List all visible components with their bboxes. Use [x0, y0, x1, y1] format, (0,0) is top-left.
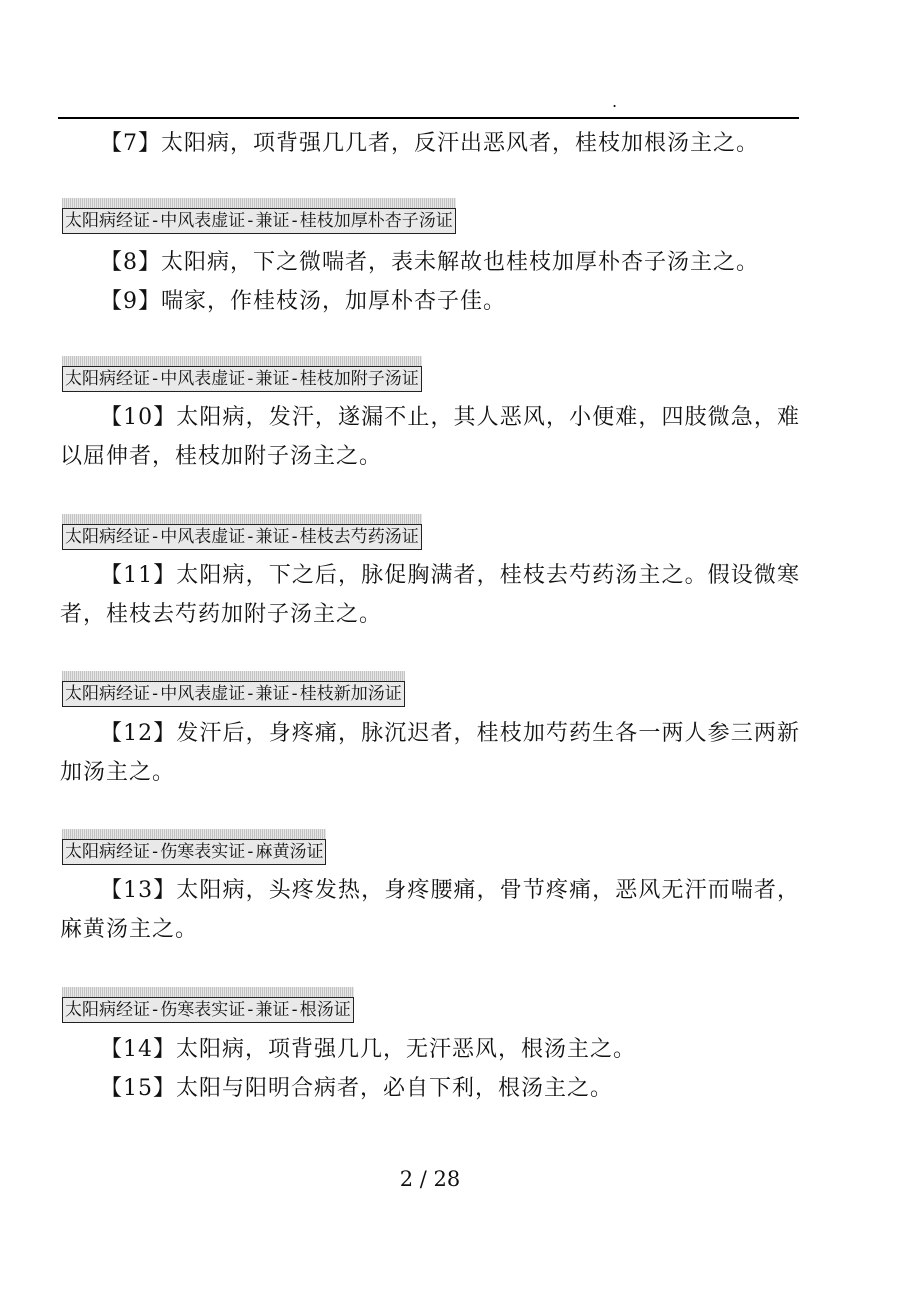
section-heading-guizhi-houpu-xingzi [62, 198, 456, 234]
clause-12: 【12】发汗后，身疼痛，脉沉迟者，桂枝加芍药生各一两人参三两新加汤主之。 [60, 721, 800, 785]
section-heading-label: 太阳病经证-中风表虚证-兼证-桂枝加厚朴杏子汤证 [62, 208, 456, 234]
section-heading-label: 太阳病经证-中风表虚证-兼证-桂枝去芍药汤证 [62, 524, 422, 550]
section-heading-mahuang [62, 829, 326, 865]
heading-shade-band [62, 356, 422, 366]
clause-14: 【14】太阳病，项背强几几，无汗恶风，根汤主之。 [100, 1037, 636, 1062]
header-rule [58, 117, 799, 119]
page-number: 2 / 28 [399, 1167, 461, 1191]
section-heading-guizhi-xinjia [62, 671, 405, 707]
clause-10: 【10】太阳病，发汗，遂漏不止，其人恶风，小便难，四肢微急，难以屈伸者，桂枝加附子汤主之。 [60, 405, 800, 469]
section-heading-label: 太阳病经证-伤寒表实证-兼证-根汤证 [62, 997, 354, 1023]
heading-shade-band [62, 829, 326, 839]
heading-shade-band [62, 514, 422, 524]
section-heading-label: 太阳病经证-中风表虚证-兼证-桂枝加附子汤证 [62, 366, 422, 392]
clause-7: 【7】太阳病，项背强几几者，反汗出恶风者，桂枝加根汤主之。 [100, 131, 759, 156]
section-heading-gen-tang [62, 987, 354, 1023]
clause-15: 【15】太阳与阳明合病者，必自下利，根汤主之。 [100, 1076, 613, 1101]
section-heading-label: 太阳病经证-伤寒表实证-麻黄汤证 [62, 839, 326, 865]
heading-shade-band [62, 987, 354, 997]
heading-shade-band [62, 198, 456, 208]
section-heading-guizhi-fuzi [62, 356, 422, 392]
header-mark: . [612, 92, 618, 111]
clause-9: 【9】喘家，作桂枝汤，加厚朴杏子佳。 [100, 289, 506, 314]
section-heading-guizhi-qu-shaoyao [62, 514, 422, 550]
heading-shade-band [62, 671, 405, 681]
section-heading-label: 太阳病经证-中风表虚证-兼证-桂枝新加汤证 [62, 681, 405, 707]
clause-13: 【13】太阳病，头疼发热，身疼腰痛，骨节疼痛，恶风无汗而喘者，麻黄汤主之。 [60, 878, 800, 942]
clause-8: 【8】太阳病，下之微喘者，表未解故也桂枝加厚朴杏子汤主之。 [100, 250, 759, 275]
clause-11: 【11】太阳病，下之后，脉促胸满者，桂枝去芍药汤主之。假设微寒者，桂枝去芍药加附子汤主之。 [60, 563, 800, 627]
